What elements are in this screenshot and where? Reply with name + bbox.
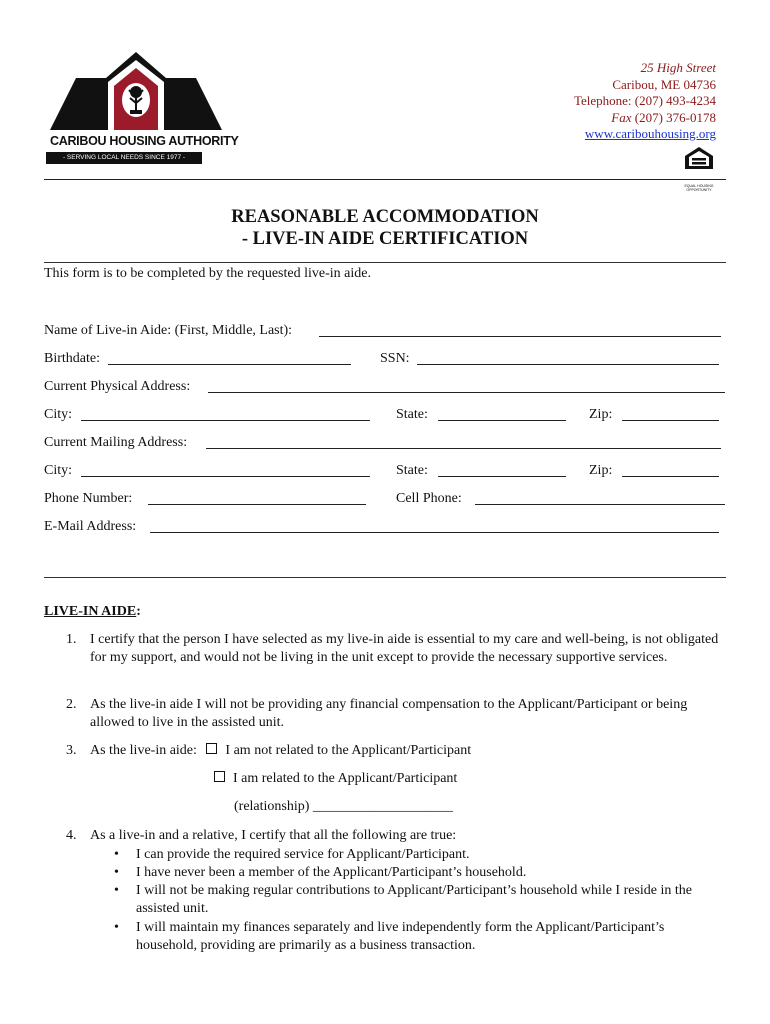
item-number: 4. (66, 828, 77, 843)
caribou-housing-logo (46, 48, 239, 174)
mailing-zip-field[interactable] (622, 462, 719, 477)
item-number: 2. (66, 697, 77, 712)
birth-ssn-row (44, 350, 726, 370)
state-label: State: (396, 407, 428, 422)
phone-row (44, 490, 726, 510)
birthdate-label: Birthdate: (44, 351, 100, 366)
city-label: City: (44, 407, 73, 422)
phone-field[interactable] (148, 490, 366, 505)
mailing-city-row (44, 462, 726, 482)
title-line2: - LIVE-IN AIDE CERTIFICATION (241, 229, 529, 249)
related-option (214, 770, 457, 788)
physical-city-field[interactable] (81, 406, 370, 421)
physical-city-row (44, 406, 726, 426)
mailing-city-field[interactable] (81, 462, 370, 477)
mailing-address-field[interactable] (206, 434, 721, 449)
bullet-dot: • (114, 847, 119, 862)
title-line1: REASONABLE ACCOMMODATION (231, 207, 539, 227)
not-related-label: I am not related to the Applicant/Participant (225, 743, 472, 758)
name-label: Name of Live-in Aide: (First, Middle, Last): (44, 323, 293, 338)
item-number: 1. (66, 632, 77, 647)
physical-address-label: Current Physical Address: (44, 379, 191, 394)
mailing-address-label: Current Mailing Address: (44, 435, 188, 450)
bullet-text: I have never been a member of the Applicant/Participant’s household. (136, 865, 527, 880)
physical-state-field[interactable] (438, 406, 566, 421)
item-text: As the live-in aide I will not be providing any financial compensation to the Applicant/Participant or being allowed to live in the assisted unit. (90, 697, 688, 730)
bullet-text: I will maintain my finances separately and live independently form the Applicant/Participant’s household, providing are primarily as a business transaction. (136, 920, 665, 953)
cell-field[interactable] (475, 490, 725, 505)
item-number: 3. (66, 743, 77, 758)
not-related-option (206, 743, 471, 758)
state-label: State: (396, 463, 428, 478)
related-label: I am related to the Applicant/Participant (233, 771, 458, 786)
eho-text: EQUAL HOUSING OPPORTUNITY (684, 183, 714, 192)
bullet-text: I can provide the required service for Applicant/Participant. (136, 847, 470, 862)
house-icon (46, 48, 226, 138)
bullet-dot: • (114, 883, 119, 898)
form-title (44, 206, 726, 250)
ssn-label: SSN: (380, 351, 410, 366)
zip-label: Zip: (589, 407, 613, 422)
mailing-address-row (44, 434, 726, 454)
address-fax-label: Fax (611, 109, 632, 125)
bullet-dot: • (114, 920, 119, 935)
birthdate-field[interactable] (108, 350, 351, 365)
physical-address-field[interactable] (208, 378, 725, 393)
zip-label: Zip: (589, 463, 613, 478)
section-heading-text: LIVE-IN AIDE (44, 604, 137, 619)
checkbox-related[interactable] (214, 771, 225, 782)
website-link[interactable]: www.caribouhousing.org (584, 126, 716, 141)
email-label: E-Mail Address: (44, 519, 137, 534)
mailing-state-field[interactable] (438, 462, 566, 477)
address-street: 25 High Street (640, 60, 716, 75)
cell-label: Cell Phone: (396, 491, 462, 506)
ssn-field[interactable] (417, 350, 719, 365)
address-block (574, 60, 716, 143)
title-divider (44, 262, 726, 263)
intro-text: This form is to be completed by the requested live-in aide. (44, 266, 371, 281)
name-row (44, 322, 726, 342)
phone-label: Phone Number: (44, 491, 133, 506)
physical-address-row (44, 378, 726, 398)
name-field[interactable] (319, 322, 721, 337)
address-telephone: Telephone: (207) 493-4234 (573, 93, 716, 108)
email-row (44, 518, 726, 538)
item-text: I certify that the person I have selected as my live-in aide is essential to my care and well-being, is not obligated for my support, and would not be living in the unit except to provide the necessary supportive services. (90, 632, 719, 665)
header-divider (44, 179, 726, 180)
equal-housing-opportunity-icon (680, 146, 718, 192)
email-field[interactable] (150, 518, 719, 533)
item-text (90, 742, 722, 760)
address-fax-number: (207) 376-0178 (634, 109, 716, 125)
relationship-field[interactable]: (relationship) ____________________ (234, 799, 453, 814)
city-label: City: (44, 463, 73, 478)
item-text: As a live-in and a relative, I certify that all the following are true: (90, 828, 457, 843)
section-heading-colon: : (136, 604, 141, 619)
bullet-text: I will not be making regular contributions to Applicant/Participant’s household while I reside in the assisted unit. (136, 883, 693, 916)
checkbox-not-related[interactable] (206, 743, 217, 754)
logo-tagline: - SERVING LOCAL NEEDS SINCE 1977 - (46, 152, 202, 164)
item-3-lead: As the live-in aide: (90, 743, 197, 758)
bullet-dot: • (114, 865, 119, 880)
address-city: Caribou, ME 04736 (612, 76, 716, 92)
physical-zip-field[interactable] (622, 406, 719, 421)
logo-org-name: CARIBOU HOUSING AUTHORITY (50, 134, 239, 148)
section-divider (44, 577, 726, 578)
section-heading (44, 603, 141, 621)
